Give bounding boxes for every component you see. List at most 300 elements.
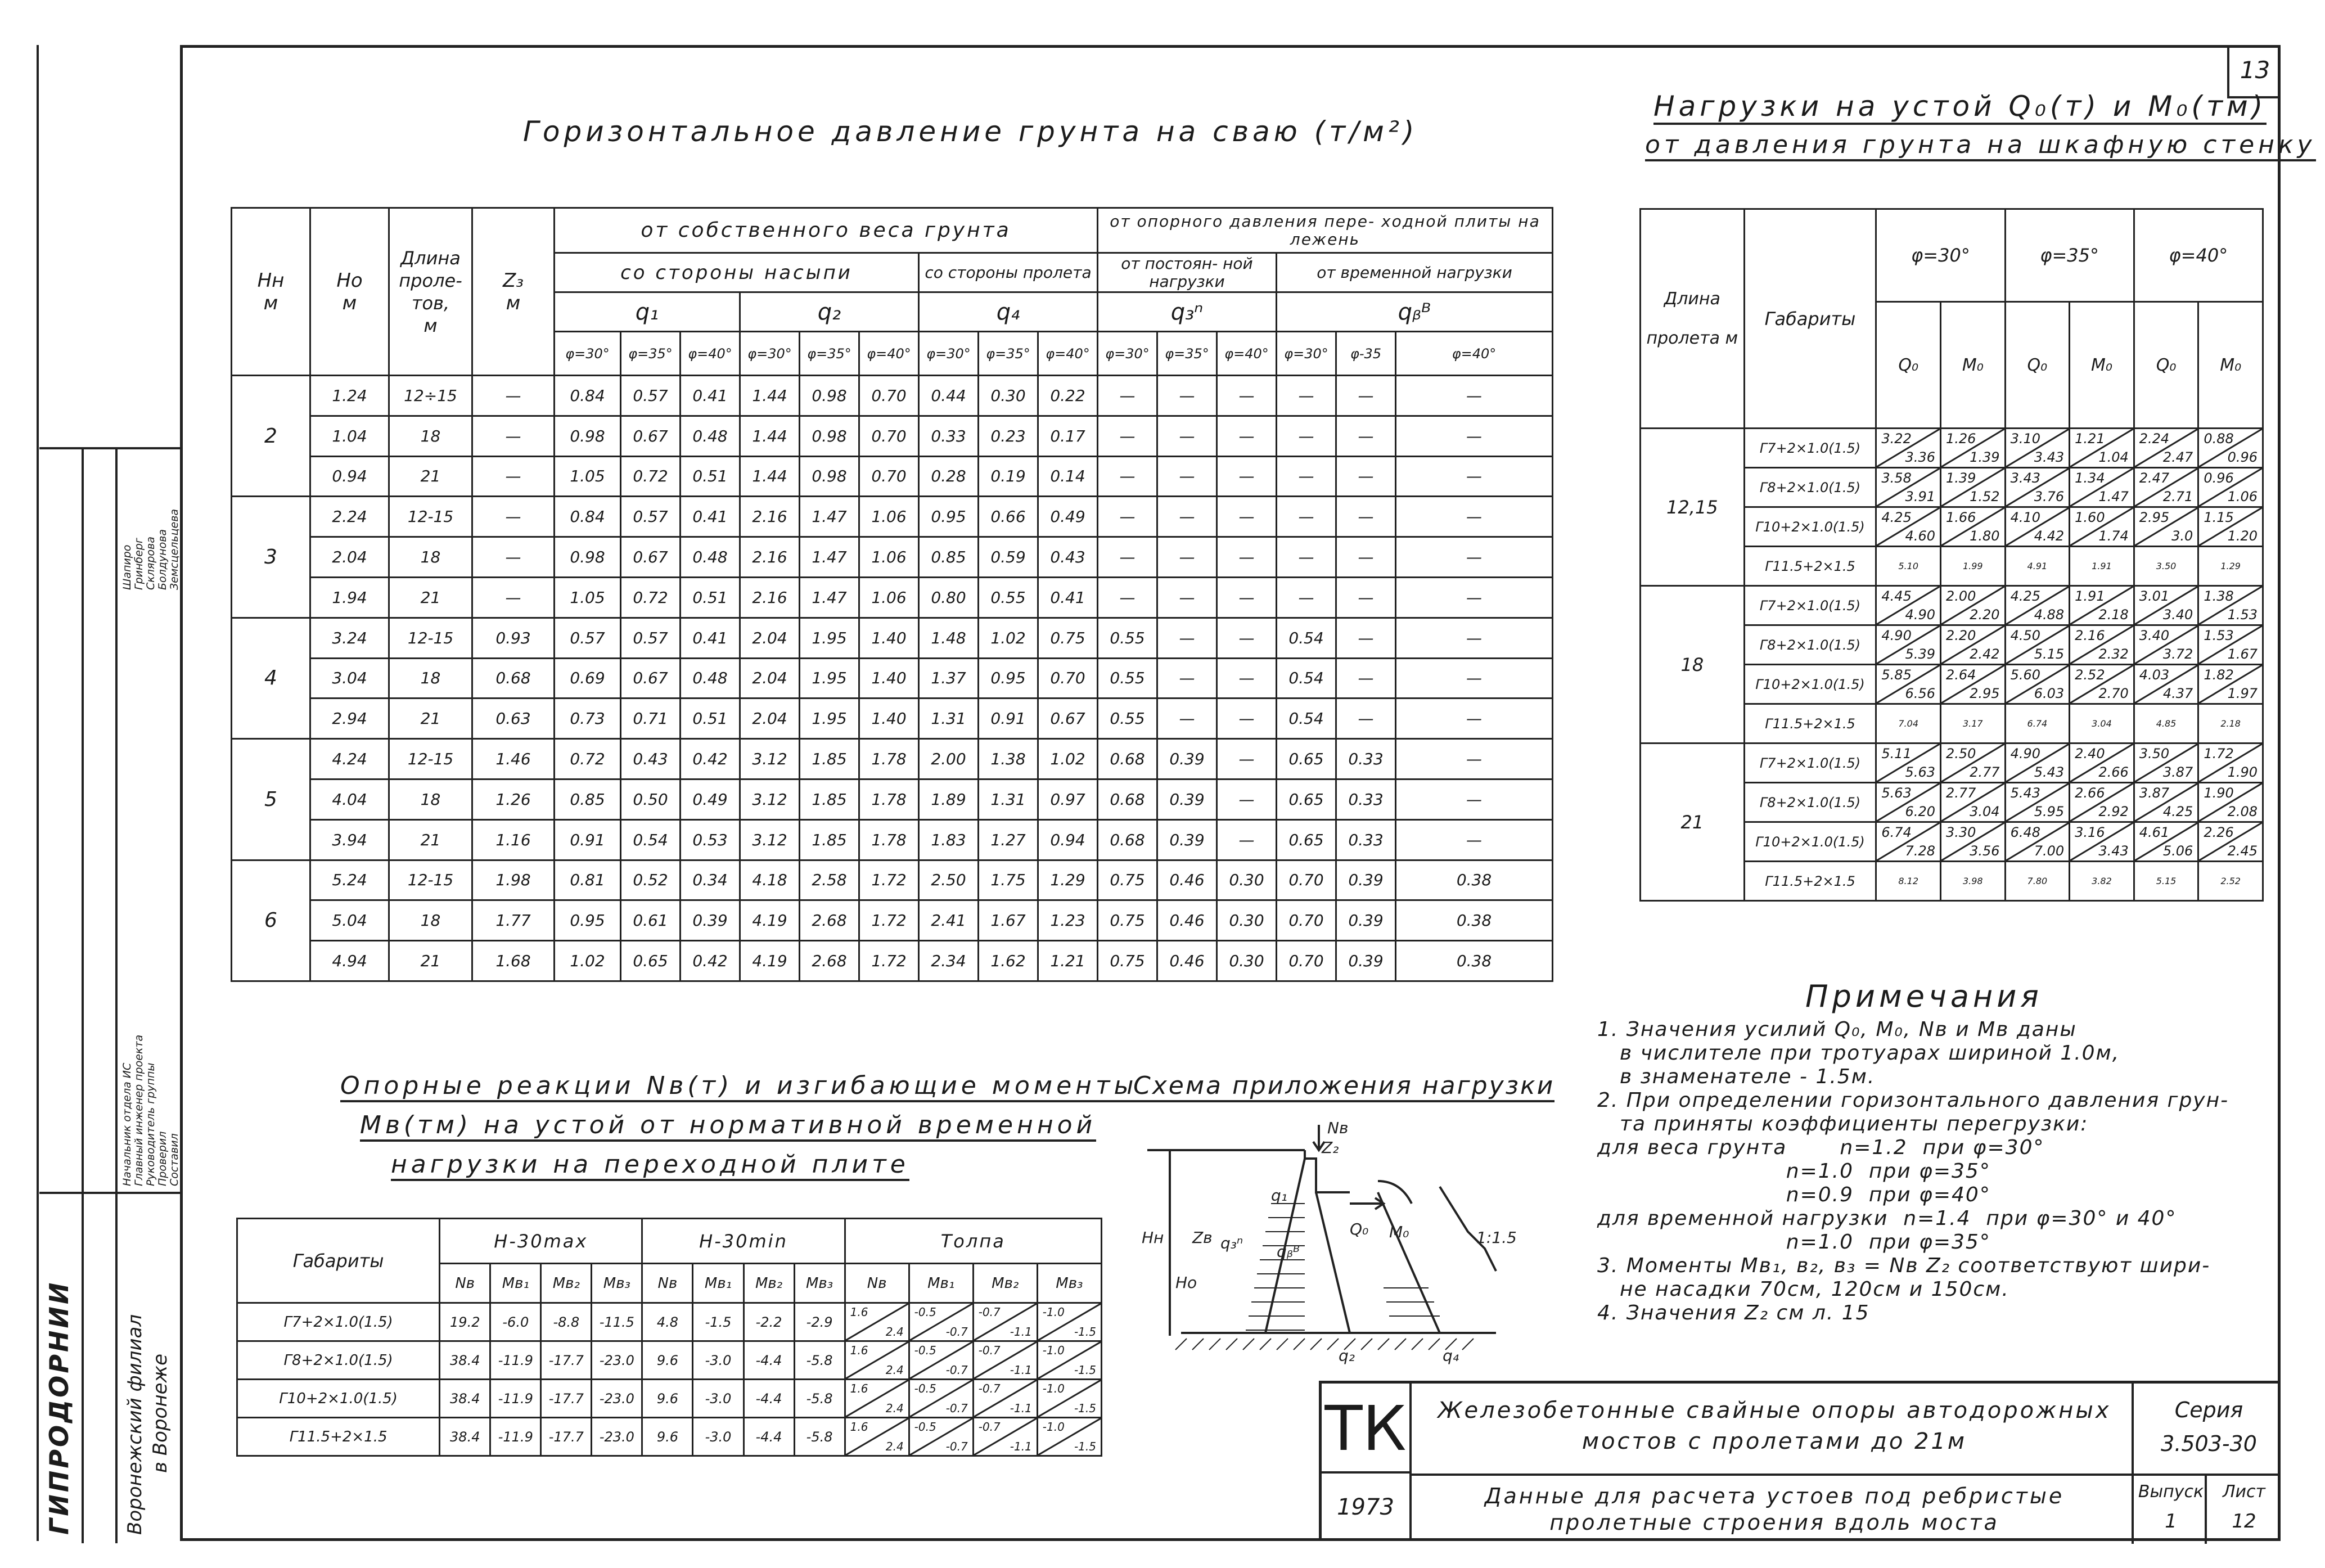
value-cell: 2.68 xyxy=(800,941,859,981)
header-row xyxy=(237,1219,1102,1264)
value-cell: -6.0 xyxy=(490,1303,541,1341)
value-cell: 18 xyxy=(389,900,472,941)
value-cell xyxy=(1940,822,2005,862)
value-cell: — xyxy=(1157,577,1217,618)
numerator: 1.15 xyxy=(2204,510,2234,525)
numerator: 5.63 xyxy=(1881,785,1912,801)
value-cell: -4.4 xyxy=(744,1341,794,1380)
value-cell: — xyxy=(1396,537,1553,578)
value-cell: 1.72 xyxy=(859,860,919,900)
note-line: для веса грунта n=1.2 при φ=30° xyxy=(1597,1136,2045,1159)
sheet-number: 13 xyxy=(2240,56,2270,84)
value-cell: 0.46 xyxy=(1157,941,1217,981)
value-cell xyxy=(973,1380,1037,1418)
denominator: -0.7 xyxy=(945,1402,968,1415)
value-cell xyxy=(1037,1341,1101,1380)
signature-role: Руководитель группы xyxy=(145,1062,157,1186)
numerator: 3.58 xyxy=(1881,470,1912,486)
denominator: 5.39 xyxy=(1905,646,1935,662)
denominator: 1.67 xyxy=(2227,646,2258,662)
denominator: 2.92 xyxy=(2098,804,2129,819)
value-cell: 2.18 xyxy=(2198,704,2263,744)
header-row xyxy=(1641,209,2263,302)
value-cell: — xyxy=(1396,577,1553,618)
value-cell: 0.43 xyxy=(621,739,681,780)
label-q1: q₁ xyxy=(1271,1186,1287,1205)
value-cell: 38.4 xyxy=(440,1418,490,1456)
value-cell: -2.2 xyxy=(744,1303,794,1341)
numerator: 2.66 xyxy=(2075,785,2105,801)
value-cell: 2.16 xyxy=(740,537,800,578)
value-cell: 0.61 xyxy=(621,900,681,941)
note-line: та приняты коэффициенты перегрузки: xyxy=(1620,1112,2089,1136)
numerator: 3.01 xyxy=(2139,588,2170,604)
value-cell xyxy=(1876,783,1941,822)
label-slope: 1:1.5 xyxy=(1476,1228,1517,1247)
header-unit: м xyxy=(342,291,357,314)
value-cell xyxy=(2070,507,2134,547)
col-span-length: Длина пролета м xyxy=(1641,209,1745,429)
value-cell: 4.19 xyxy=(740,900,800,941)
signature-name: Склярова xyxy=(145,537,157,590)
value-cell xyxy=(2134,744,2198,783)
numerator: 2.64 xyxy=(1945,667,1976,683)
value-cell: 1.06 xyxy=(859,577,919,618)
value-cell xyxy=(2070,665,2134,704)
denominator: 3.40 xyxy=(2162,607,2193,623)
value-cell: -4.4 xyxy=(744,1418,794,1456)
value-cell: 0.53 xyxy=(681,819,740,860)
denominator: -0.7 xyxy=(945,1440,968,1453)
value-cell: 1.31 xyxy=(979,779,1038,819)
value-cell: — xyxy=(1217,658,1277,699)
value-cell: 0.48 xyxy=(681,658,740,699)
value-cell xyxy=(2005,744,2070,783)
value-cell: 18 xyxy=(389,779,472,819)
value-cell xyxy=(2198,744,2263,783)
value-cell xyxy=(2005,665,2070,704)
value-cell: -23.0 xyxy=(592,1418,642,1456)
col-hn xyxy=(232,208,310,376)
denominator: 1.80 xyxy=(1970,528,2000,544)
value-cell: 3.24 xyxy=(310,618,389,658)
numerator: 4.50 xyxy=(2010,628,2041,643)
table-row xyxy=(1641,744,2263,783)
value-cell: 4.04 xyxy=(310,779,389,819)
table-row xyxy=(1641,586,2263,625)
value-cell: 21 xyxy=(389,819,472,860)
value-cell xyxy=(2070,822,2134,862)
value-cell: 1.37 xyxy=(919,658,979,699)
numerator: 1.6 xyxy=(850,1420,868,1434)
numerator: 0.96 xyxy=(2204,470,2234,486)
header-h30min: H-30min xyxy=(642,1219,845,1264)
value-cell: 2.00 xyxy=(919,739,979,780)
numerator: 4.45 xyxy=(1881,588,1912,604)
label-qb: qᵦᴮ xyxy=(1277,1242,1300,1261)
gabarit-cell: Г7+2×1.0(1.5) xyxy=(1744,744,1876,783)
numerator: 1.6 xyxy=(850,1382,868,1395)
value-cell: 1.91 xyxy=(2070,547,2134,586)
value-cell: — xyxy=(1336,658,1396,699)
group-span: 12,15 xyxy=(1641,429,1745,586)
value-cell: 0.38 xyxy=(1396,900,1553,941)
value-cell: 0.39 xyxy=(1157,819,1217,860)
table-row xyxy=(237,1418,1102,1456)
denominator: 2.08 xyxy=(2227,804,2258,819)
value-cell: 1.29 xyxy=(2198,547,2263,586)
value-cell: 0.67 xyxy=(621,537,681,578)
numerator: -0.7 xyxy=(978,1420,1001,1434)
value-cell: 21 xyxy=(389,699,472,739)
note-line: в числителе при тротуарах шириной 1.0м, xyxy=(1620,1042,2120,1065)
value-cell: 0.95 xyxy=(555,900,621,941)
value-cell xyxy=(2134,625,2198,665)
value-cell: 0.84 xyxy=(555,497,621,537)
value-cell xyxy=(1037,1303,1101,1341)
value-cell: 12÷15 xyxy=(389,376,472,416)
denominator: -1.1 xyxy=(1010,1363,1032,1377)
table-row xyxy=(232,456,1553,497)
note-line: 2. При определении горизонтального давления грун- xyxy=(1597,1089,2229,1112)
value-cell: 0.98 xyxy=(555,416,621,456)
value-cell: — xyxy=(1277,577,1336,618)
value-cell: 1.99 xyxy=(1940,547,2005,586)
denominator: 1.20 xyxy=(2227,528,2258,544)
signature-role: Начальник отдела ИС xyxy=(121,1062,133,1186)
value-cell: 1.02 xyxy=(555,941,621,981)
value-cell: 1.40 xyxy=(859,699,919,739)
denominator: 2.45 xyxy=(2227,843,2258,859)
value-cell: -11.9 xyxy=(490,1341,541,1380)
value-cell: 12-15 xyxy=(389,860,472,900)
value-cell xyxy=(2005,507,2070,547)
value-cell: 0.85 xyxy=(555,779,621,819)
value-cell xyxy=(2198,822,2263,862)
value-cell: 1.29 xyxy=(1038,860,1098,900)
value-cell: 4.85 xyxy=(2134,704,2198,744)
value-cell: 0.39 xyxy=(1336,941,1396,981)
numerator: 1.38 xyxy=(2204,588,2234,604)
numerator: 0.88 xyxy=(2204,431,2234,447)
numerator: -0.7 xyxy=(978,1382,1001,1395)
value-cell: 4.91 xyxy=(2005,547,2070,586)
header-phi: φ=35° xyxy=(800,332,859,376)
numerator: 1.6 xyxy=(850,1305,868,1319)
note-line: 1. Значения усилий Q₀, M₀, Nв и Mв даны xyxy=(1597,1018,2077,1041)
value-cell: 2.58 xyxy=(800,860,859,900)
denominator: -1.1 xyxy=(1010,1402,1032,1415)
scheme-title: Схема приложения нагрузки xyxy=(1133,1071,1554,1102)
signature-role: Главный инженер проекта xyxy=(133,1034,145,1186)
header-unit: м xyxy=(423,314,438,336)
value-cell: 4.18 xyxy=(740,860,800,900)
org-city: в Воронеже xyxy=(149,1353,172,1473)
value-cell: 12-15 xyxy=(389,497,472,537)
value-cell: -8.8 xyxy=(541,1303,592,1341)
value-cell: 0.65 xyxy=(1277,739,1336,780)
value-cell: 0.41 xyxy=(681,376,740,416)
header-p40: φ=40° xyxy=(2134,209,2263,302)
value-cell: 0.34 xyxy=(681,860,740,900)
numerator: 2.24 xyxy=(2139,431,2170,447)
header-q4: q₄ xyxy=(919,292,1098,332)
value-cell: 0.51 xyxy=(681,456,740,497)
value-cell: -23.0 xyxy=(592,1380,642,1418)
denominator: 3.91 xyxy=(1905,489,1935,504)
col-gabarit: Габариты xyxy=(237,1219,440,1303)
value-cell: 0.52 xyxy=(621,860,681,900)
value-cell xyxy=(1940,744,2005,783)
value-cell xyxy=(2198,586,2263,625)
denominator: 0.96 xyxy=(2227,449,2258,465)
value-cell: 0.42 xyxy=(681,941,740,981)
value-cell xyxy=(1940,665,2005,704)
value-cell: 0.70 xyxy=(859,416,919,456)
gabarit-cell: Г11.5+2×1.5 xyxy=(1744,704,1876,744)
value-cell: — xyxy=(1277,456,1336,497)
value-cell xyxy=(2134,507,2198,547)
value-cell: — xyxy=(1098,376,1157,416)
numerator: 3.43 xyxy=(2010,470,2041,486)
denominator: -1.1 xyxy=(1010,1440,1032,1453)
value-cell: — xyxy=(1336,497,1396,537)
header-mb2: Mв₂ xyxy=(541,1264,592,1303)
m0-arrow xyxy=(1378,1181,1412,1204)
header-m0: M₀ xyxy=(1940,302,2005,429)
value-cell xyxy=(1876,507,1941,547)
value-cell: 0.33 xyxy=(1336,779,1396,819)
value-cell: 0.48 xyxy=(681,537,740,578)
label-zb: Zв xyxy=(1192,1228,1213,1247)
table-row xyxy=(232,416,1553,456)
value-cell: 1.78 xyxy=(859,819,919,860)
value-cell: 0.70 xyxy=(1277,900,1336,941)
value-cell: 18 xyxy=(389,537,472,578)
value-cell xyxy=(973,1418,1037,1456)
value-cell: 9.6 xyxy=(642,1418,693,1456)
denominator: 6.56 xyxy=(1905,686,1935,701)
numerator: -1.0 xyxy=(1042,1382,1065,1395)
value-cell: 0.80 xyxy=(919,577,979,618)
header-q2: q₂ xyxy=(740,292,919,332)
loads-table-title: Нагрузки на устой Q₀(т) и M₀(тм) xyxy=(1653,90,2267,125)
value-cell: 0.46 xyxy=(1157,860,1217,900)
numerator: 5.11 xyxy=(1881,746,1912,762)
denominator: 7.00 xyxy=(2034,843,2065,859)
value-cell: 0.41 xyxy=(1038,577,1098,618)
value-cell: 1.27 xyxy=(979,819,1038,860)
org-branch: Воронежский филиал xyxy=(124,1314,146,1535)
value-cell xyxy=(1940,783,2005,822)
value-cell xyxy=(2005,586,2070,625)
header-p35: φ=35° xyxy=(2005,209,2134,302)
gabarit-cell: Г10+2×1.0(1.5) xyxy=(1744,822,1876,862)
denominator: -1.5 xyxy=(1074,1325,1096,1339)
col-ho xyxy=(310,208,389,376)
numerator: 1.6 xyxy=(850,1344,868,1357)
reactions-title-3: нагрузки на переходной плите xyxy=(391,1150,909,1181)
stamp-sheet-label: Лист xyxy=(2222,1482,2266,1502)
table-row xyxy=(232,819,1553,860)
value-cell: 0.39 xyxy=(1336,900,1396,941)
value-cell: — xyxy=(1396,739,1553,780)
stamp-desc-1: Данные для расчета устоев под ребристые xyxy=(1484,1484,2065,1508)
value-cell: — xyxy=(1396,456,1553,497)
numerator: 2.16 xyxy=(2075,628,2105,643)
value-cell: 1.62 xyxy=(979,941,1038,981)
value-cell: 2.16 xyxy=(740,497,800,537)
numerator: 2.40 xyxy=(2075,746,2105,762)
value-cell xyxy=(2134,783,2198,822)
denominator: 4.25 xyxy=(2162,804,2193,819)
value-cell: 1.16 xyxy=(472,819,555,860)
value-cell: 7.04 xyxy=(1876,704,1941,744)
header-plate-pressure: от опорного давления пере- ходной плиты на лежень xyxy=(1098,208,1553,253)
value-cell: -2.9 xyxy=(794,1303,845,1341)
signature-name: Земсцельцева xyxy=(168,508,181,590)
value-cell: — xyxy=(1217,577,1277,618)
label-q3: q₃ⁿ xyxy=(1220,1234,1243,1252)
header-m0: M₀ xyxy=(2070,302,2134,429)
header-permanent: от постоян- ной нагрузки xyxy=(1098,253,1277,292)
denominator: 2.20 xyxy=(1970,607,2000,623)
value-cell: — xyxy=(1396,618,1553,658)
numerator: 1.91 xyxy=(2075,588,2105,604)
value-cell: 1.24 xyxy=(310,376,389,416)
value-cell: 2.24 xyxy=(310,497,389,537)
denominator: 4.37 xyxy=(2162,686,2193,701)
signature-name: Болдунова xyxy=(156,529,169,590)
value-cell xyxy=(2134,429,2198,468)
stamp-series-label: Серия xyxy=(2174,1398,2243,1422)
value-cell: 1.67 xyxy=(979,900,1038,941)
value-cell: 2.94 xyxy=(310,699,389,739)
header-label: Нн xyxy=(257,269,285,292)
value-cell: 0.85 xyxy=(919,537,979,578)
value-cell xyxy=(2134,822,2198,862)
value-cell: 8.12 xyxy=(1876,862,1941,901)
numerator: 3.16 xyxy=(2075,824,2105,840)
value-cell: 5.04 xyxy=(310,900,389,941)
header-phi: φ=30° xyxy=(1277,332,1336,376)
note-line: для временной нагрузки n=1.4 при φ=30° и 40° xyxy=(1597,1207,2177,1230)
denominator: -1.5 xyxy=(1074,1402,1096,1415)
denominator: -1.5 xyxy=(1074,1440,1096,1453)
value-cell: 1.05 xyxy=(555,577,621,618)
value-cell: 1.72 xyxy=(859,941,919,981)
header-unit: м xyxy=(263,291,278,314)
numerator: 3.87 xyxy=(2139,785,2170,801)
note-line: в знаменателе - 1.5м. xyxy=(1620,1065,1876,1088)
value-cell: — xyxy=(1098,456,1157,497)
value-cell: 0.66 xyxy=(979,497,1038,537)
numerator: 2.47 xyxy=(2139,470,2170,486)
value-cell xyxy=(2198,507,2263,547)
value-cell: 18 xyxy=(389,416,472,456)
value-cell: 3.12 xyxy=(740,779,800,819)
value-cell: 0.59 xyxy=(979,537,1038,578)
value-cell: 0.43 xyxy=(1038,537,1098,578)
gabarit-cell: Г8+2×1.0(1.5) xyxy=(1744,468,1876,507)
abutment-loads-table xyxy=(1639,208,2264,902)
numerator: 4.10 xyxy=(2010,510,2041,525)
value-cell xyxy=(2005,625,2070,665)
numerator: 4.90 xyxy=(1881,628,1912,643)
value-cell: — xyxy=(1277,537,1336,578)
stamp-sheet: 12 xyxy=(2232,1510,2256,1533)
value-cell: 1.85 xyxy=(800,739,859,780)
header-phi: φ=35° xyxy=(979,332,1038,376)
value-cell xyxy=(845,1341,909,1380)
denominator: 2.32 xyxy=(2098,646,2129,662)
numerator: 2.52 xyxy=(2075,667,2105,683)
value-cell xyxy=(845,1380,909,1418)
numerator: 2.95 xyxy=(2139,510,2170,525)
value-cell: 0.68 xyxy=(1098,739,1157,780)
value-cell: 1.46 xyxy=(472,739,555,780)
label-q0: Q₀ xyxy=(1350,1220,1369,1238)
value-cell: — xyxy=(1157,376,1217,416)
denominator: 2.71 xyxy=(2162,489,2193,504)
value-cell: 1.47 xyxy=(800,577,859,618)
value-cell: 0.93 xyxy=(472,618,555,658)
value-cell: 2.52 xyxy=(2198,862,2263,901)
numerator: 1.60 xyxy=(2075,510,2105,525)
value-cell: 1.44 xyxy=(740,456,800,497)
denominator: 2.70 xyxy=(2098,686,2129,701)
value-cell: — xyxy=(472,416,555,456)
value-cell: 2.04 xyxy=(740,658,800,699)
value-cell: 1.98 xyxy=(472,860,555,900)
value-cell: 0.49 xyxy=(1038,497,1098,537)
value-cell: 0.28 xyxy=(919,456,979,497)
header-mb1: Mв₁ xyxy=(490,1264,541,1303)
value-cell xyxy=(2070,429,2134,468)
header-phi: φ=30° xyxy=(1098,332,1157,376)
value-cell: — xyxy=(472,376,555,416)
value-cell: — xyxy=(1396,376,1553,416)
value-cell: 0.38 xyxy=(1396,860,1553,900)
label-m0: M₀ xyxy=(1389,1223,1409,1241)
value-cell: — xyxy=(1396,819,1553,860)
value-cell: 1.23 xyxy=(1038,900,1098,941)
denominator: 3.36 xyxy=(1905,449,1935,465)
denominator: 4.42 xyxy=(2034,528,2065,544)
header-phi: φ-35 xyxy=(1336,332,1396,376)
table-row xyxy=(232,577,1553,618)
value-cell: 3.12 xyxy=(740,819,800,860)
numerator: 4.25 xyxy=(2010,588,2041,604)
value-cell: 0.14 xyxy=(1038,456,1098,497)
gabarit-cell: Г11.5+2×1.5 xyxy=(237,1418,440,1456)
note-line: n=0.9 при φ=40° xyxy=(1620,1183,1991,1206)
value-cell: 3.17 xyxy=(1940,704,2005,744)
value-cell: -5.8 xyxy=(794,1341,845,1380)
numerator: 6.48 xyxy=(2010,824,2041,840)
value-cell: — xyxy=(1336,537,1396,578)
value-cell: 0.70 xyxy=(1277,941,1336,981)
numerator: 2.20 xyxy=(1945,628,1976,643)
value-cell: 2.04 xyxy=(740,699,800,739)
value-cell: 0.55 xyxy=(1098,658,1157,699)
value-cell: — xyxy=(1098,497,1157,537)
numerator: -0.5 xyxy=(914,1344,936,1357)
value-cell: 0.30 xyxy=(1217,900,1277,941)
value-cell: 0.67 xyxy=(621,658,681,699)
value-cell: 2.16 xyxy=(740,577,800,618)
value-cell: 1.44 xyxy=(740,416,800,456)
